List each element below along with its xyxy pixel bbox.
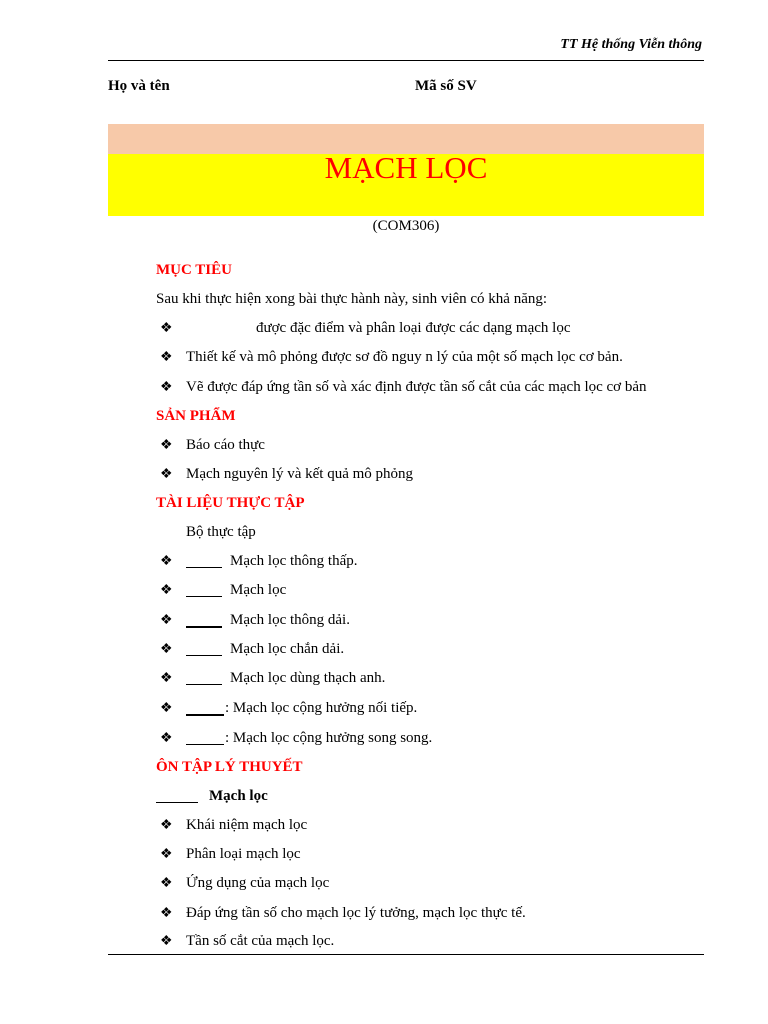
objectives-intro: Sau khi thực hiện xong bài thực hành này, sinh viên có khả năng: [156,291,548,307]
bullet-icon: ❖ [160,350,173,365]
objective-item: Thiết kế và mô phỏng được sơ đồ nguy n lý của một số mạch lọc cơ bản. [186,349,623,365]
theory-item: Ứng dụng của mạch lọc [186,875,330,891]
blank-line [186,670,222,685]
material-item: Mạch lọc [230,582,287,598]
materials-intro: Bộ thực tập [186,524,256,540]
theory-item: Tần số cắt của mạch lọc. [186,933,335,949]
blank-line [186,582,222,597]
theory-item: Khái niệm mạch lọc [186,817,308,833]
bullet-icon: ❖ [160,642,173,657]
material-item: Mạch lọc chắn dải. [230,641,345,657]
footer-divider [108,954,704,955]
objectives-heading: MỤC TIÊU [156,262,232,278]
bullet-icon: ❖ [160,321,173,336]
materials-heading: TÀI LIỆU THỰC TẬP [156,495,305,511]
student-id-label: Mã số SV [415,78,477,94]
blank-line [186,700,224,716]
theory-heading: ÔN TẬP LÝ THUYẾT [156,759,303,775]
bullet-icon: ❖ [160,671,173,686]
bullet-icon: ❖ [160,701,173,716]
products-heading: SẢN PHẨM [156,408,236,424]
material-item: : Mạch lọc cộng hưởng nối tiếp. [225,700,418,716]
theory-subheading: Mạch lọc [209,788,268,804]
material-item: : Mạch lọc cộng hưởng song song. [225,730,433,746]
page-title: MẠCH LỌC [324,150,488,185]
blank-line [186,553,222,568]
bullet-icon: ❖ [160,613,173,628]
bullet-icon: ❖ [160,876,173,891]
material-item: Mạch lọc thông dải. [230,612,350,628]
blank-line [186,612,222,628]
objective-item: được đặc điểm và phân loại được các dạng mạch lọc [256,320,571,336]
bullet-icon: ❖ [160,818,173,833]
bullet-icon: ❖ [160,554,173,569]
bullet-icon: ❖ [160,380,173,395]
bullet-icon: ❖ [160,731,173,746]
product-item: Báo cáo thực [186,437,265,453]
theory-item: Đáp ứng tần số cho mạch lọc lý tưởng, mạch lọc thực tế. [186,905,526,921]
student-name-label: Họ và tên [108,78,170,94]
bullet-icon: ❖ [160,847,173,862]
bullet-icon: ❖ [160,583,173,598]
header-institution: TT Hệ thống Viễn thông [560,37,702,52]
product-item: Mạch nguyên lý và kết quả mô phỏng [186,466,414,482]
bullet-icon: ❖ [160,906,173,921]
course-code: (COM306) [372,218,440,234]
bullet-icon: ❖ [160,438,173,453]
material-item: Mạch lọc thông thấp. [230,553,358,569]
blank-line [186,641,222,656]
blank-line [186,730,224,745]
theory-item: Phân loại mạch lọc [186,846,301,862]
bullet-icon: ❖ [160,467,173,482]
header-divider [108,60,704,61]
bullet-icon: ❖ [160,934,173,949]
objective-item: Vẽ được đáp ứng tần số và xác định được tần số cắt của các mạch lọc cơ bản [186,379,647,395]
blank-line [156,788,198,803]
material-item: Mạch lọc dùng thạch anh. [230,670,386,686]
